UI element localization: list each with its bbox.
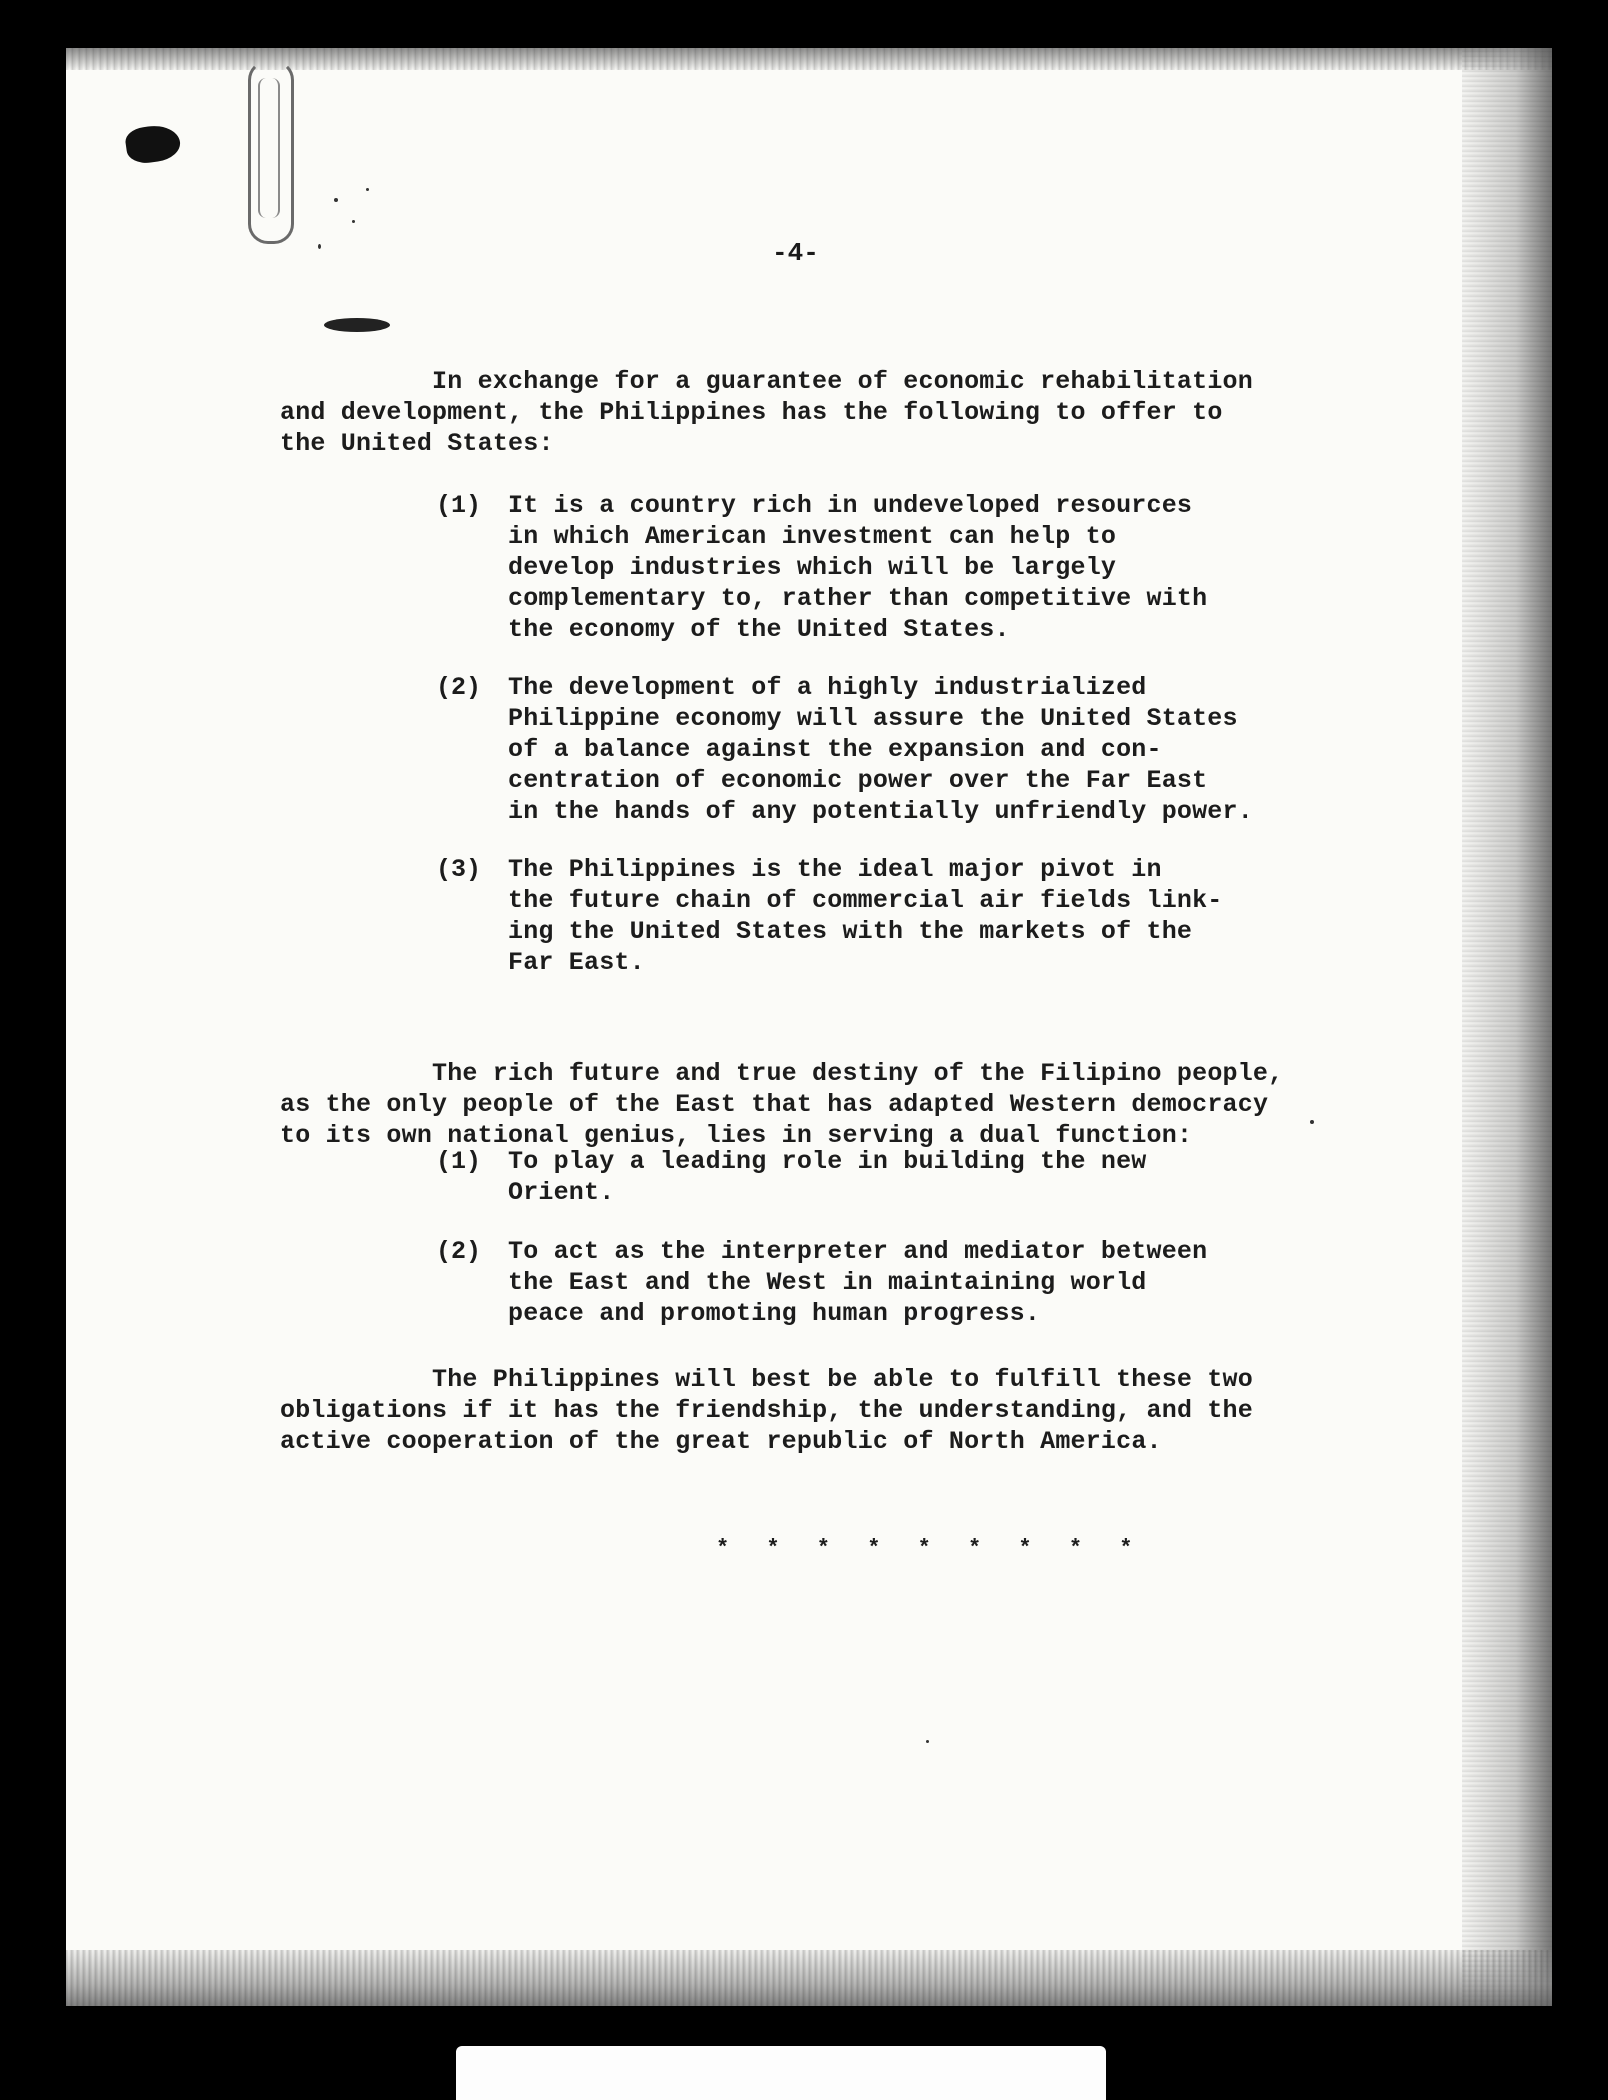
function-1-line-1: To play a leading role in building the new — [508, 1147, 1147, 1176]
paragraph-3-line-3: active cooperation of the great republic of North America. — [280, 1427, 1162, 1456]
paragraph-1-line-1: In exchange for a guarantee of economic rehabilitation — [432, 367, 1253, 396]
offer-1-line-2: in which American investment can help to — [508, 522, 1117, 551]
ink-blot — [124, 122, 182, 165]
offer-3-line-2: the future chain of commercial air fields link- — [508, 886, 1223, 915]
offer-2-line-1: The development of a highly industrialized — [508, 673, 1147, 702]
paragraph-1-line-2: and development, the Philippines has the following to offer to — [280, 398, 1223, 427]
offer-3-number: (3) — [436, 855, 482, 884]
scan-edge-right — [1462, 48, 1552, 2006]
offer-3-line-3: ing the United States with the markets of the — [508, 917, 1193, 946]
function-2-line-3: peace and promoting human progress. — [508, 1299, 1041, 1328]
speck — [1310, 1120, 1314, 1124]
offer-2-line-4: centration of economic power over the Far East — [508, 766, 1208, 795]
offer-3-line-4: Far East. — [508, 948, 645, 977]
function-1-line-2: Orient. — [508, 1178, 615, 1207]
scan-edge-bottom — [66, 1950, 1552, 2006]
offer-1-line-3: develop industries which will be largely — [508, 553, 1117, 582]
paragraph-1-line-3: the United States: — [280, 429, 554, 458]
speck — [334, 198, 338, 202]
offer-3-line-1: The Philippines is the ideal major pivot in — [508, 855, 1162, 884]
speck — [366, 188, 369, 191]
paragraph-3-line-1: The Philippines will best be able to fulfill these two — [432, 1365, 1253, 1394]
page-number: -4- — [772, 238, 819, 268]
offer-2-line-3: of a balance against the expansion and con- — [508, 735, 1162, 764]
paragraph-3-line-2: obligations if it has the friendship, the understanding, and the — [280, 1396, 1253, 1425]
function-1-number: (1) — [436, 1147, 482, 1176]
function-2-line-2: the East and the West in maintaining world — [508, 1268, 1147, 1297]
function-2-number: (2) — [436, 1237, 482, 1266]
paragraph-2-line-1: The rich future and true destiny of the Filipino people, — [432, 1059, 1284, 1088]
paragraph-2-line-3: to its own national genius, lies in serving a dual function: — [280, 1121, 1193, 1150]
offer-1-line-5: the economy of the United States. — [508, 615, 1010, 644]
paragraph-2-line-2: as the only people of the East that has adapted Western democracy — [280, 1090, 1269, 1119]
offer-2-number: (2) — [436, 673, 482, 702]
speck — [926, 1740, 929, 1743]
function-2-line-1: To act as the interpreter and mediator between — [508, 1237, 1208, 1266]
bottom-label-tab — [456, 2046, 1106, 2100]
speck — [318, 244, 321, 249]
offer-1-number: (1) — [436, 491, 482, 520]
paper-clip-inner-icon — [258, 78, 280, 218]
offer-1-line-1: It is a country rich in undeveloped resources — [508, 491, 1193, 520]
offer-1-line-4: complementary to, rather than competitive with — [508, 584, 1208, 613]
offer-2-line-2: Philippine economy will assure the United States — [508, 704, 1238, 733]
speck — [352, 220, 355, 223]
offer-2-line-5: in the hands of any potentially unfriendly power. — [508, 797, 1253, 826]
ink-smudge — [324, 318, 390, 332]
closing-asterisks: * * * * * * * * * — [716, 1536, 1145, 1561]
document-page — [66, 48, 1552, 2006]
